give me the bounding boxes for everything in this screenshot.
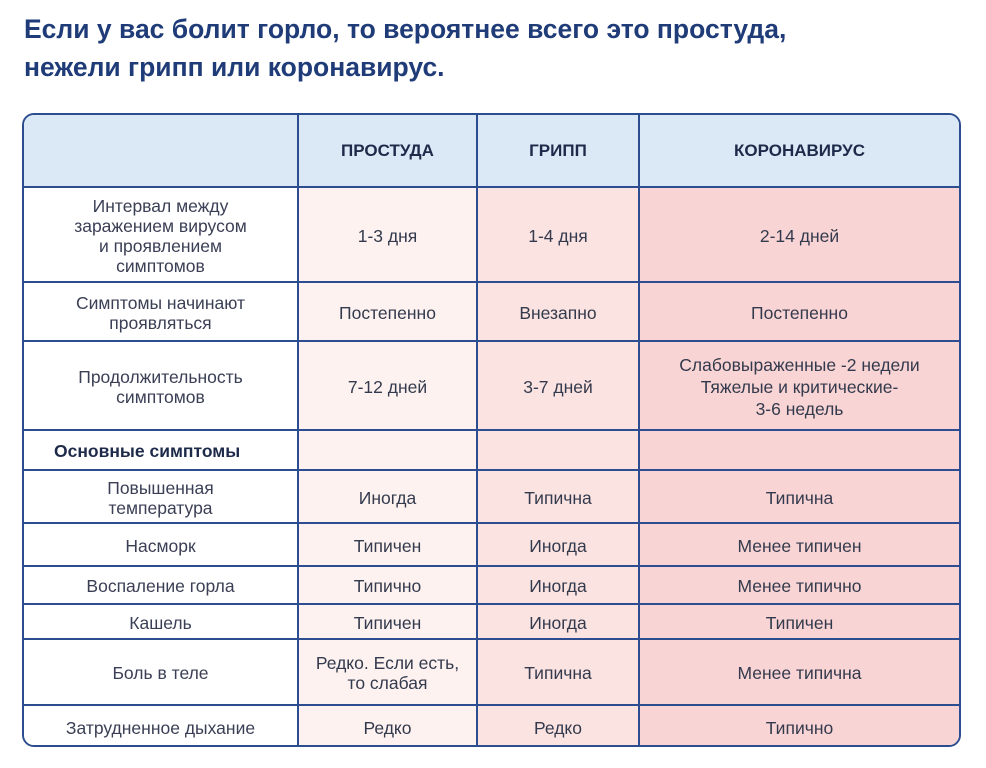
cold-value: 1-3 дня <box>299 188 478 283</box>
page-title <box>24 10 964 86</box>
row-label <box>24 471 299 524</box>
covid-line: 3-6 недель <box>755 398 844 419</box>
covid-value: Менее типично <box>640 567 959 605</box>
label-line: температура <box>108 497 213 518</box>
table-row <box>24 186 959 283</box>
cold-value: Типично <box>299 567 478 605</box>
row-label: Воспаление горла <box>24 567 299 605</box>
label-line: симптомов <box>116 386 205 407</box>
covid-line: Тяжелые и критические- <box>700 376 899 397</box>
cold-value: Типичен <box>299 605 478 640</box>
covid-value: Типична <box>640 471 959 524</box>
row-label: Кашель <box>24 605 299 640</box>
row-label <box>24 283 299 342</box>
table-row <box>24 565 959 605</box>
section-heading: Основные симптомы <box>24 431 299 471</box>
covid-value: Менее типичен <box>640 524 959 567</box>
table-row <box>24 638 959 706</box>
empty-cell <box>640 431 959 471</box>
empty-cell <box>478 431 640 471</box>
covid-value: Типичен <box>640 605 959 640</box>
row-label: Затрудненное дыхание <box>24 706 299 747</box>
table-row <box>24 281 959 342</box>
covid-value <box>640 342 959 431</box>
header-covid: КОРОНАВИРУС <box>640 115 959 186</box>
label-line: Симптомы начинают <box>75 292 245 313</box>
covid-value: Типично <box>640 706 959 747</box>
flu-value: 3-7 дней <box>478 342 640 431</box>
cold-value: Редко <box>299 706 478 747</box>
label-line: Интервал между <box>92 195 229 216</box>
label-line: симптомов <box>116 255 205 276</box>
cold-value: Постепенно <box>299 283 478 342</box>
label-line: Повышенная <box>107 477 214 498</box>
empty-cell <box>299 431 478 471</box>
flu-value: Типична <box>478 471 640 524</box>
flu-value: Иногда <box>478 524 640 567</box>
covid-value: Постепенно <box>640 283 959 342</box>
header-cold: ПРОСТУДА <box>299 115 478 186</box>
comparison-table <box>22 113 961 747</box>
table-row <box>24 603 959 640</box>
covid-line: Слабовыраженные -2 недели <box>679 354 920 375</box>
table-header-row <box>24 115 959 186</box>
label-line: и проявлением <box>98 235 223 256</box>
cold-value: 7-12 дней <box>299 342 478 431</box>
table-row <box>24 704 959 747</box>
header-flu: ГРИПП <box>478 115 640 186</box>
table-row <box>24 469 959 524</box>
flu-value: Внезапно <box>478 283 640 342</box>
table-row <box>24 522 959 567</box>
cold-value <box>299 640 478 706</box>
header-empty-cell <box>24 115 299 186</box>
row-label <box>24 188 299 283</box>
title-line-1: Если у вас болит горло, то вероятнее всего это простуда, <box>24 14 787 44</box>
flu-value: Типична <box>478 640 640 706</box>
title-line-2: нежели грипп или коронавирус. <box>24 52 445 82</box>
flu-value: Иногда <box>478 567 640 605</box>
label-line: Продолжительность <box>78 366 243 387</box>
label-line: заражением вирусом <box>74 215 247 236</box>
flu-value: Иногда <box>478 605 640 640</box>
flu-value: 1-4 дня <box>478 188 640 283</box>
row-label: Боль в теле <box>24 640 299 706</box>
row-label: Насморк <box>24 524 299 567</box>
row-label <box>24 342 299 431</box>
covid-value: Менее типична <box>640 640 959 706</box>
section-row <box>24 429 959 471</box>
cold-line: Редко. Если есть, <box>315 653 460 673</box>
label-line: проявляться <box>109 312 212 333</box>
flu-value: Редко <box>478 706 640 747</box>
covid-value: 2-14 дней <box>640 188 959 283</box>
cold-value: Типичен <box>299 524 478 567</box>
table-row <box>24 340 959 431</box>
cold-line: то слабая <box>347 673 428 693</box>
cold-value: Иногда <box>299 471 478 524</box>
